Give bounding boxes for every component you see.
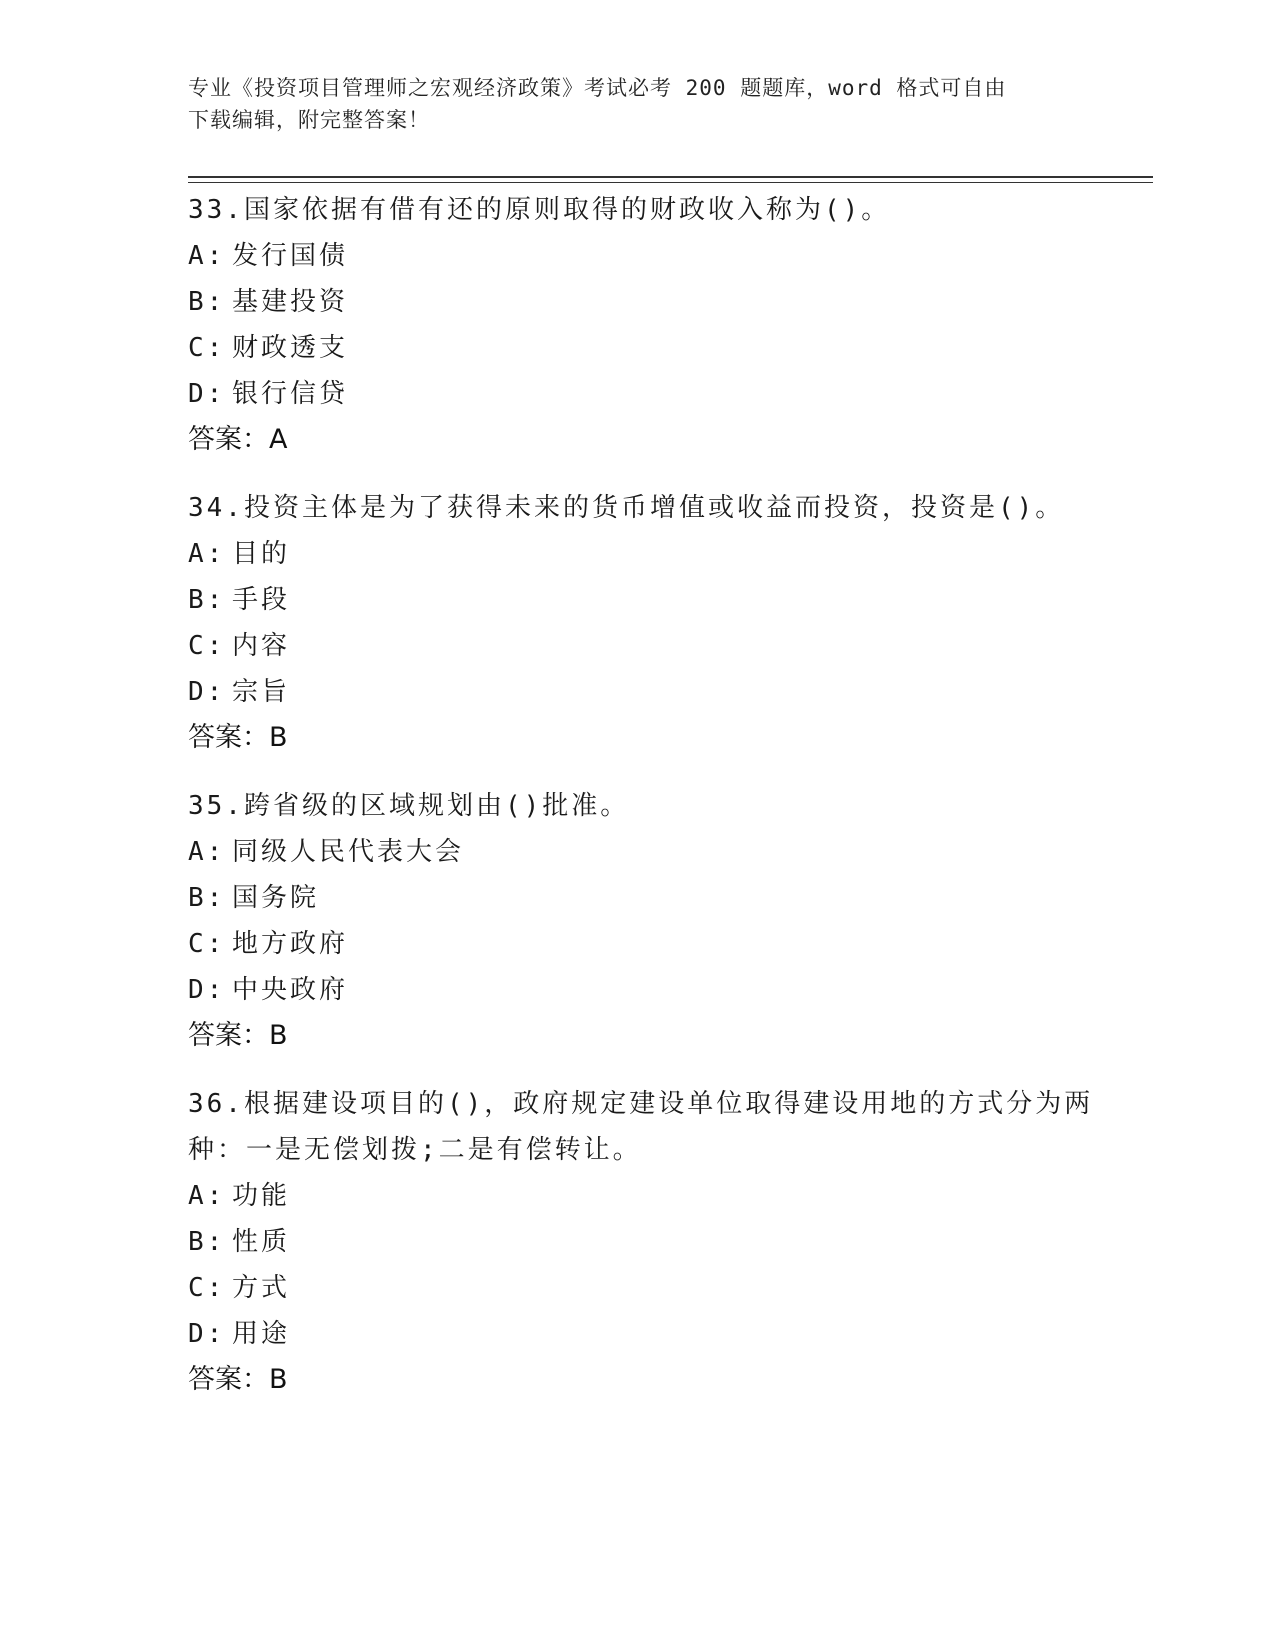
option-d <box>188 1311 1108 1357</box>
option-text: 手段 <box>232 585 291 615</box>
header-divider-thick <box>188 176 1153 178</box>
option-text: 银行信贷 <box>232 379 349 409</box>
option-text: 功能 <box>232 1181 291 1211</box>
option-text: 中央政府 <box>232 975 349 1005</box>
option-c <box>188 921 1108 967</box>
option-key: C: <box>188 1273 226 1303</box>
answer-line: 答案：B <box>188 1364 288 1395</box>
document-header <box>188 72 1068 136</box>
option-text: 目的 <box>232 539 291 569</box>
option-key: D: <box>188 677 226 707</box>
answer-line: 答案：A <box>188 424 288 455</box>
option-d <box>188 371 1108 417</box>
option-text: 财政透支 <box>232 333 349 363</box>
question-stem: 35.跨省级的区域规划由()批准。 <box>188 791 630 821</box>
question-stem: 34.投资主体是为了获得未来的货币增值或收益而投资，投资是()。 <box>188 493 1065 523</box>
option-key: D: <box>188 975 226 1005</box>
option-key: B: <box>188 585 226 615</box>
option-text: 内容 <box>232 631 291 661</box>
question-35 <box>188 783 1108 1059</box>
option-key: C: <box>188 333 226 363</box>
option-text: 用途 <box>232 1319 291 1349</box>
option-text: 地方政府 <box>232 929 349 959</box>
header-divider-thin <box>188 182 1153 183</box>
option-a <box>188 829 1108 875</box>
question-33 <box>188 187 1108 463</box>
option-a <box>188 233 1108 279</box>
option-key: C: <box>188 631 226 661</box>
option-c <box>188 1265 1108 1311</box>
option-key: A: <box>188 241 226 271</box>
question-stem-line-1: 36.根据建设项目的()，政府规定建设单位取得建设用地的方式分为两 <box>188 1089 1094 1119</box>
option-b <box>188 577 1108 623</box>
question-stem-line-2: 种：一是无偿划拨;二是有偿转让。 <box>188 1135 642 1165</box>
option-text: 方式 <box>232 1273 291 1303</box>
option-text: 发行国债 <box>232 241 349 271</box>
option-key: C: <box>188 929 226 959</box>
option-d <box>188 967 1108 1013</box>
option-key: A: <box>188 539 226 569</box>
option-key: B: <box>188 1227 226 1257</box>
answer-line: 答案：B <box>188 722 288 753</box>
question-36 <box>188 1081 1108 1403</box>
option-key: A: <box>188 1181 226 1211</box>
option-text: 宗旨 <box>232 677 291 707</box>
option-text: 同级人民代表大会 <box>232 837 465 867</box>
option-a <box>188 531 1108 577</box>
option-key: D: <box>188 1319 226 1349</box>
question-34 <box>188 485 1108 761</box>
option-c <box>188 623 1108 669</box>
option-key: B: <box>188 883 226 913</box>
option-b <box>188 1219 1108 1265</box>
option-key: A: <box>188 837 226 867</box>
option-key: D: <box>188 379 226 409</box>
option-c <box>188 325 1108 371</box>
option-text: 基建投资 <box>232 287 349 317</box>
question-list <box>188 187 1108 1425</box>
option-key: B: <box>188 287 226 317</box>
option-b <box>188 875 1108 921</box>
option-b <box>188 279 1108 325</box>
question-stem: 33.国家依据有借有还的原则取得的财政收入称为()。 <box>188 195 891 225</box>
option-text: 国务院 <box>232 883 320 913</box>
header-line-1: 专业《投资项目管理师之宏观经济政策》考试必考 200 题题库，word 格式可自由 <box>188 76 1007 100</box>
option-d <box>188 669 1108 715</box>
option-a <box>188 1173 1108 1219</box>
header-line-2: 下载编辑，附完整答案！ <box>188 108 430 132</box>
answer-line: 答案：B <box>188 1020 288 1051</box>
option-text: 性质 <box>232 1227 291 1257</box>
